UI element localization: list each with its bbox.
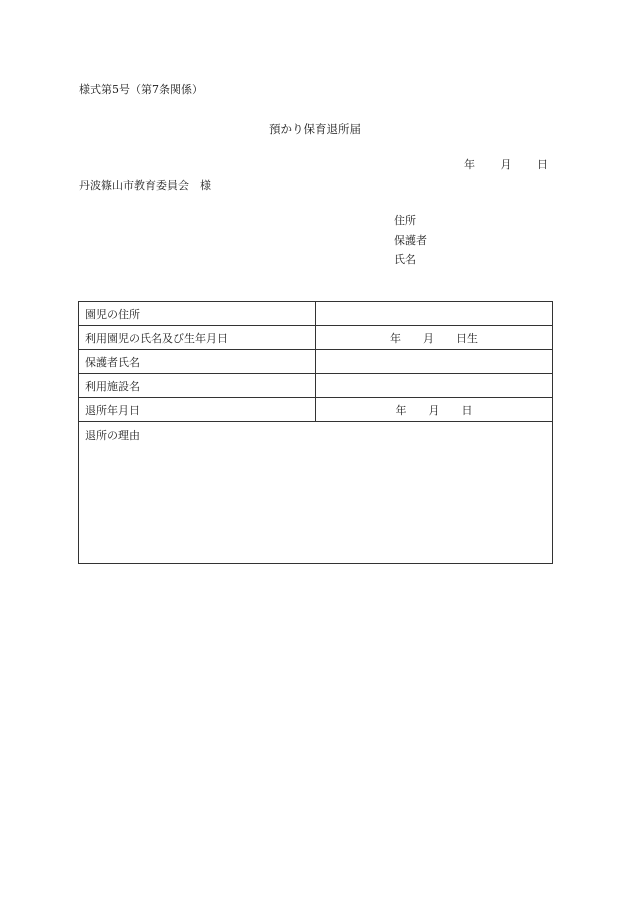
- withdrawal-date-field[interactable]: 年 月 日: [316, 398, 553, 422]
- submission-date-line: [464, 156, 548, 172]
- facility-name-label: 利用施設名: [79, 374, 316, 398]
- applicant-guardian-label: 保護者: [394, 234, 427, 247]
- table-row: [79, 350, 553, 374]
- addressee: 丹波篠山市教育委員会 様: [79, 179, 211, 192]
- facility-name-field[interactable]: [316, 374, 553, 398]
- table-row: [79, 422, 553, 564]
- date-year-label: 年: [464, 158, 475, 171]
- table-row: [79, 398, 553, 422]
- child-address-field[interactable]: [316, 302, 553, 326]
- withdrawal-date-label: 退所年月日: [79, 398, 316, 422]
- guardian-name-field[interactable]: [316, 350, 553, 374]
- guardian-name-label: 保護者氏名: [79, 350, 316, 374]
- date-day-label: 日: [537, 158, 548, 171]
- child-address-label: 園児の住所: [79, 302, 316, 326]
- child-name-birthdate-field[interactable]: 年 月 日生: [316, 326, 553, 350]
- table-row: [79, 302, 553, 326]
- document-title: 預かり保育退所届: [269, 122, 361, 136]
- form-number-label: 様式第5号（第7条関係）: [79, 83, 203, 96]
- table-row: [79, 326, 553, 350]
- applicant-address-label: 住所: [394, 214, 416, 227]
- withdrawal-reason-field[interactable]: 退所の理由: [79, 422, 553, 564]
- applicant-name-label: 氏名: [394, 253, 416, 266]
- table-row: [79, 374, 553, 398]
- withdrawal-form-table: [78, 301, 553, 564]
- date-month-label: 月: [500, 158, 512, 171]
- child-name-birthdate-label: 利用園児の氏名及び生年月日: [79, 326, 316, 350]
